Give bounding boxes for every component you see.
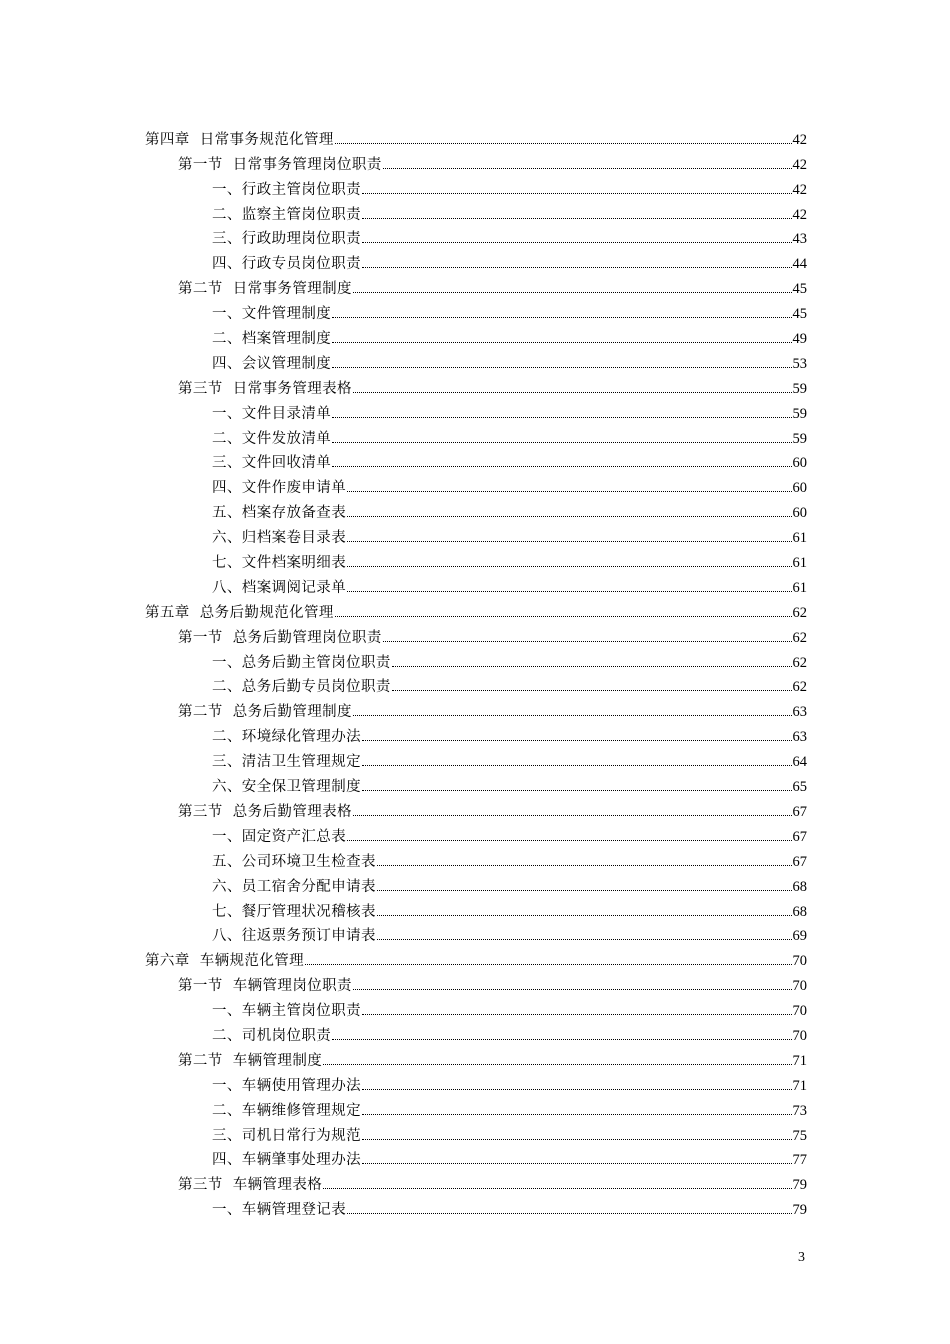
toc-entry-page: 45	[792, 281, 807, 298]
dot-leader	[332, 367, 791, 368]
toc-item-entry[interactable]	[0, 995, 950, 1020]
toc-entry-title: 三、清洁卫生管理规定	[212, 754, 361, 771]
toc-item-entry[interactable]	[0, 746, 950, 771]
toc-entry-page: 61	[792, 530, 807, 547]
toc-item-entry[interactable]	[0, 472, 950, 497]
dot-leader	[353, 292, 792, 293]
dot-leader	[362, 267, 792, 268]
dot-leader	[332, 317, 791, 318]
toc-entry-page: 49	[792, 331, 807, 348]
toc-item-entry[interactable]	[0, 199, 950, 224]
dot-leader	[347, 591, 791, 592]
dot-leader	[353, 715, 792, 716]
dot-leader	[392, 690, 792, 691]
dot-leader	[347, 566, 791, 567]
dot-leader	[347, 491, 791, 492]
toc-entry-page: 75	[792, 1127, 807, 1144]
toc-entry-page: 79	[792, 1202, 807, 1219]
toc-entry-title: 三、行政助理岗位职责	[212, 231, 361, 248]
toc-entry-title: 三、文件回收清单	[212, 455, 332, 472]
dot-leader	[383, 168, 792, 169]
toc-item-entry[interactable]	[0, 323, 950, 348]
toc-entry-page: 79	[792, 1177, 807, 1194]
toc-entry-title: 七、文件档案明细表	[212, 555, 347, 572]
toc-entry-page: 67	[792, 828, 807, 845]
toc-entry-title: 第一节 日常事务管理岗位职责	[178, 156, 382, 173]
toc-entry-title: 六、安全保卫管理制度	[212, 779, 361, 796]
dot-leader	[362, 1089, 792, 1090]
toc-item-entry[interactable]	[0, 647, 950, 672]
toc-entry-page: 61	[792, 579, 807, 596]
toc-entry-title: 六、归档案卷目录表	[212, 530, 347, 547]
toc-entry-page: 42	[792, 156, 807, 173]
toc-entry-title: 四、会议管理制度	[212, 355, 332, 372]
toc-chapter-entry[interactable]	[0, 124, 950, 149]
toc-entry-title: 五、公司环境卫生检查表	[212, 853, 376, 870]
toc-item-entry[interactable]	[0, 522, 950, 547]
toc-entry-title: 第五章 总务后勤规范化管理	[145, 604, 334, 621]
toc-entry-title: 一、文件管理制度	[212, 306, 332, 323]
toc-entry-page: 45	[792, 306, 807, 323]
toc-item-entry[interactable]	[0, 423, 950, 448]
toc-entry-page: 67	[792, 853, 807, 870]
toc-entry-page: 69	[792, 928, 807, 945]
toc-item-entry[interactable]	[0, 771, 950, 796]
toc-item-entry[interactable]	[0, 448, 950, 473]
toc-item-entry[interactable]	[0, 248, 950, 273]
dot-leader	[323, 1064, 791, 1065]
toc-item-entry[interactable]	[0, 1020, 950, 1045]
dot-leader	[377, 865, 792, 866]
toc-entry-title: 一、总务后勤主管岗位职责	[212, 654, 391, 671]
toc-section-entry[interactable]	[0, 970, 950, 995]
toc-entry-page: 71	[792, 1077, 807, 1094]
dot-leader	[362, 790, 792, 791]
toc-item-entry[interactable]	[0, 896, 950, 921]
dot-leader	[353, 392, 792, 393]
toc-entry-page: 61	[792, 555, 807, 572]
toc-entry-title: 第二节 车辆管理制度	[178, 1052, 323, 1069]
toc-chapter-entry[interactable]	[0, 945, 950, 970]
toc-entry-page: 73	[792, 1102, 807, 1119]
toc-item-entry[interactable]	[0, 672, 950, 697]
toc-item-entry[interactable]	[0, 846, 950, 871]
dot-leader	[392, 666, 792, 667]
dot-leader	[362, 1163, 792, 1164]
toc-entry-page: 71	[792, 1052, 807, 1069]
dot-leader	[347, 1213, 791, 1214]
toc-entry-title: 二、司机岗位职责	[212, 1027, 332, 1044]
dot-leader	[347, 840, 791, 841]
toc-item-entry[interactable]	[0, 821, 950, 846]
toc-entry-page: 62	[792, 629, 807, 646]
toc-entry-title: 四、行政专员岗位职责	[212, 256, 361, 273]
toc-entry-title: 二、监察主管岗位职责	[212, 206, 361, 223]
toc-entry-page: 59	[792, 430, 807, 447]
toc-entry-page: 60	[792, 480, 807, 497]
toc-entry-title: 二、总务后勤专员岗位职责	[212, 679, 391, 696]
toc-entry-page: 42	[792, 181, 807, 198]
toc-entry-title: 四、车辆肇事处理办法	[212, 1152, 361, 1169]
toc-item-entry[interactable]	[0, 1145, 950, 1170]
toc-entry-title: 第三节 总务后勤管理表格	[178, 803, 352, 820]
toc-entry-page: 70	[792, 1003, 807, 1020]
toc-item-entry[interactable]	[0, 572, 950, 597]
toc-entry-title: 一、车辆使用管理办法	[212, 1077, 361, 1094]
toc-item-entry[interactable]	[0, 174, 950, 199]
toc-entry-title: 第四章 日常事务规范化管理	[145, 131, 334, 148]
toc-section-entry[interactable]	[0, 373, 950, 398]
dot-leader	[362, 242, 792, 243]
toc-entry-title: 第二节 日常事务管理制度	[178, 281, 352, 298]
toc-entry-title: 第一节 车辆管理岗位职责	[178, 978, 352, 995]
toc-section-entry[interactable]	[0, 1045, 950, 1070]
toc-entry-title: 二、文件发放清单	[212, 430, 332, 447]
toc-entry-title: 八、往返票务预订申请表	[212, 928, 376, 945]
toc-entry-page: 65	[792, 779, 807, 796]
dot-leader	[362, 193, 792, 194]
toc-section-entry[interactable]	[0, 796, 950, 821]
dot-leader	[362, 765, 792, 766]
dot-leader	[332, 442, 791, 443]
dot-leader	[377, 939, 792, 940]
toc-item-entry[interactable]	[0, 497, 950, 522]
dot-leader	[362, 1014, 792, 1015]
dot-leader	[383, 641, 792, 642]
toc-item-entry[interactable]	[0, 1095, 950, 1120]
page-number: 3	[798, 1250, 805, 1265]
toc-entry-page: 60	[792, 455, 807, 472]
toc-entry-title: 第三节 日常事务管理表格	[178, 380, 352, 397]
toc-entry-page: 64	[792, 754, 807, 771]
toc-entry-page: 70	[792, 978, 807, 995]
toc-section-entry[interactable]	[0, 696, 950, 721]
dot-leader	[335, 143, 792, 144]
dot-leader	[353, 815, 792, 816]
toc-entry-title: 一、文件目录清单	[212, 405, 332, 422]
toc-entry-title: 二、车辆维修管理规定	[212, 1102, 361, 1119]
toc-entry-page: 68	[792, 878, 807, 895]
toc-entry-title: 三、司机日常行为规范	[212, 1127, 361, 1144]
toc-entry-title: 二、档案管理制度	[212, 331, 332, 348]
toc-item-entry[interactable]	[0, 721, 950, 746]
toc-entry-title: 一、固定资产汇总表	[212, 828, 347, 845]
toc-item-entry[interactable]	[0, 224, 950, 249]
toc-section-entry[interactable]	[0, 622, 950, 647]
toc-entry-page: 70	[792, 1027, 807, 1044]
toc-entry-page: 62	[792, 604, 807, 621]
dot-leader	[332, 1039, 791, 1040]
dot-leader	[332, 417, 791, 418]
toc-item-entry[interactable]	[0, 1070, 950, 1095]
toc-entry-page: 70	[792, 953, 807, 970]
toc-entry-page: 67	[792, 803, 807, 820]
toc-item-entry[interactable]	[0, 398, 950, 423]
toc-entry-title: 第一节 总务后勤管理岗位职责	[178, 629, 382, 646]
toc-item-entry[interactable]	[0, 547, 950, 572]
toc-entry-title: 一、车辆管理登记表	[212, 1202, 347, 1219]
dot-leader	[377, 915, 792, 916]
toc-entry-title: 第三节 车辆管理表格	[178, 1177, 323, 1194]
toc-entry-title: 一、行政主管岗位职责	[212, 181, 361, 198]
dot-leader	[323, 1188, 791, 1189]
toc-entry-page: 59	[792, 380, 807, 397]
toc-section-entry[interactable]	[0, 1169, 950, 1194]
toc-item-entry[interactable]	[0, 871, 950, 896]
toc-item-entry[interactable]	[0, 298, 950, 323]
toc-entry-title: 二、环境绿化管理办法	[212, 729, 361, 746]
toc-entry-page: 63	[792, 729, 807, 746]
toc-item-entry[interactable]	[0, 1194, 950, 1219]
dot-leader	[335, 616, 792, 617]
dot-leader	[362, 1139, 792, 1140]
toc-item-entry[interactable]	[0, 1120, 950, 1145]
toc-item-entry[interactable]	[0, 348, 950, 373]
dot-leader	[332, 342, 791, 343]
toc-entry-page: 63	[792, 704, 807, 721]
dot-leader	[347, 516, 791, 517]
toc-entry-page: 53	[792, 355, 807, 372]
toc-entry-page: 59	[792, 405, 807, 422]
toc-entry-page: 77	[792, 1152, 807, 1169]
toc-entry-title: 四、文件作废申请单	[212, 480, 347, 497]
toc-entry-page: 43	[792, 231, 807, 248]
toc-entry-page: 42	[792, 206, 807, 223]
toc-entry-title: 五、档案存放备查表	[212, 505, 347, 522]
toc-section-entry[interactable]	[0, 273, 950, 298]
toc-entry-page: 68	[792, 903, 807, 920]
toc-chapter-entry[interactable]	[0, 597, 950, 622]
toc-section-entry[interactable]	[0, 149, 950, 174]
dot-leader	[305, 964, 791, 965]
toc-entry-title: 七、餐厅管理状况稽核表	[212, 903, 376, 920]
toc-entry-page: 44	[792, 256, 807, 273]
toc-entry-page: 62	[792, 654, 807, 671]
dot-leader	[362, 1114, 792, 1115]
toc-entry-title: 八、档案调阅记录单	[212, 579, 347, 596]
toc-entry-title: 第二节 总务后勤管理制度	[178, 704, 352, 721]
table-of-contents	[0, 124, 950, 1219]
dot-leader	[332, 466, 791, 467]
toc-entry-title: 六、员工宿舍分配申请表	[212, 878, 376, 895]
toc-entry-page: 42	[792, 131, 807, 148]
toc-entry-title: 一、车辆主管岗位职责	[212, 1003, 361, 1020]
dot-leader	[347, 541, 791, 542]
dot-leader	[362, 740, 792, 741]
toc-entry-page: 62	[792, 679, 807, 696]
dot-leader	[377, 890, 792, 891]
dot-leader	[353, 989, 792, 990]
toc-entry-title: 第六章 车辆规范化管理	[145, 953, 305, 970]
toc-entry-page: 60	[792, 505, 807, 522]
toc-item-entry[interactable]	[0, 921, 950, 946]
dot-leader	[362, 218, 792, 219]
